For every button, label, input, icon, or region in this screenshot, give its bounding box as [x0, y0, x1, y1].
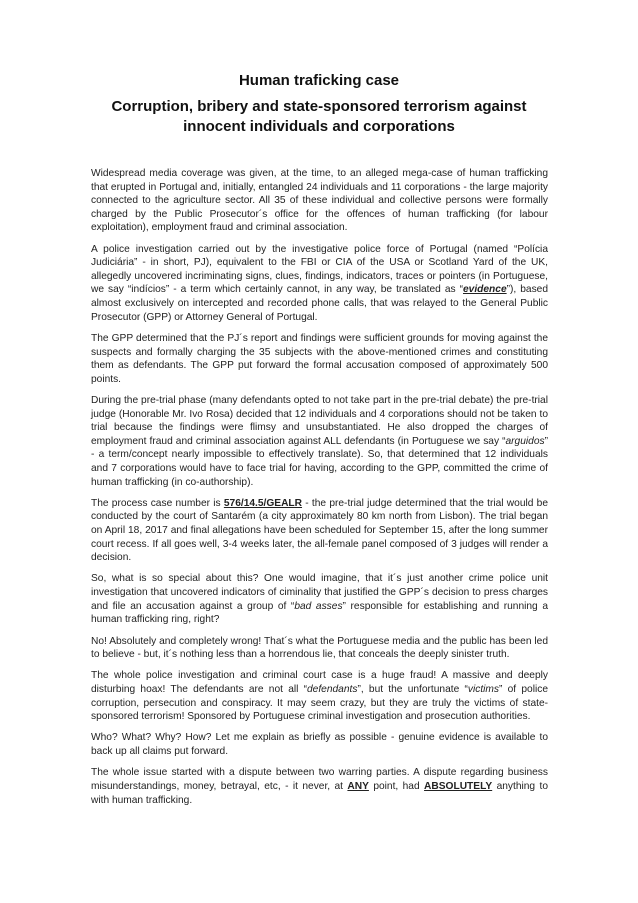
absolutely-emphasis: ABSOLUTELY [424, 780, 493, 792]
paragraph-2 [91, 243, 548, 325]
bad-asses-term: bad asses [294, 600, 343, 612]
paragraph-10 [91, 766, 548, 807]
document-title: Human traficking case [238, 72, 400, 89]
paragraph-8 [91, 669, 548, 723]
paragraph-6 [91, 572, 548, 626]
paragraph-5-text-a: The process case number is [91, 497, 224, 509]
evidence-term: evidence [463, 284, 507, 296]
paragraph-8-text-c: ” of police corruption, persecution and conspiracy. It may seem crazy, but they are truly the victims of state-sponsored terrorism! Sponsored by Portuguese criminal investigation and prosecution authorities. [91, 684, 548, 723]
paragraph-2-text-a: A police investigation carried out by the investigative police force of Portugal (named “Polícia Judiciária” - in short, PJ), equivalent to the FBI or CIA of the USA or Scotland Yard of the UK, allegedly uncovered incriminating signs, clues, findings, indicators, traces or pointers (in Portuguese, we say “indícios” - a term which certainly cannot, in any way, be translated as “ [91, 243, 548, 296]
paragraph-2-text-b: ”), based almost exclusively on intercepted and recorded phone calls, that was relayed to the General Public Prosecutor (GPP) or Attorney General of Portugal. [91, 284, 548, 323]
arguidos-term: arguidos [505, 435, 545, 447]
document-subtitle: Corruption, bribery and state-sponsored terrorism against innocent individuals and corporations [111, 98, 527, 135]
any-emphasis: ANY [347, 780, 369, 792]
paragraph-4-text-b: ” - a term/concept nearly impossible to effectively translate). So, that determined that 12 individuals and 7 corporations would have to face trial for having, according to the GPP, committed the crime of human trafficking (in co-authorship). [91, 435, 548, 488]
defendants-term: defendants [307, 684, 358, 695]
paragraph-4 [91, 394, 548, 489]
victims-term: victims [467, 684, 499, 695]
document-body [91, 167, 548, 815]
paragraph-6-text-a: So, what is so special about this? One would imagine, that it´s just another crime police unit investigation that uncovered indicators of ciminality that justified the GPP´s decision to press charges and file an accusation against a group of “ [91, 573, 548, 612]
paragraph-6-text-b: ” responsible for establishing and running a human trafficking ring, right? [91, 600, 548, 626]
paragraph-10-text-b: point, had [368, 780, 425, 792]
paragraph-10-text-c: anything to with human trafficking. [91, 780, 548, 806]
paragraph-3: The GPP determined that the PJ´s report and findings were sufficient grounds for moving against the suspects and formally charging the 35 subjects with the above-mentioned crimes and constituting them as defendants. The GPP put forward the formal accusation composed of approximately 500 points. [91, 332, 548, 385]
paragraph-5 [91, 497, 548, 565]
paragraph-1: Widespread media coverage was given, at the time, to an alleged mega-case of human trafficking that erupted in Portugal and, initially, entangled 24 individuals and 11 corporations - the large majority connected to the agriculture sector. All 35 of these individual and collective persons were formally charged by the Public Prosecutor´s office for the offences of human trafficking (for labour exploitation), employment fraud and criminal association. [91, 168, 548, 234]
paragraph-8-text-b: ”, but the unfortunate “ [357, 684, 468, 695]
paragraph-10-text-a: The whole issue started with a dispute between two warring parties. A dispute regarding business misunderstandings, money, betrayal, etc, - it never, at [91, 767, 548, 792]
paragraph-4-text-a: During the pre-trial phase (many defendants opted to not take part in the pre-trial debate) the pre-trial judge (Honorable Mr. Ivo Rosa) decided that 12 individuals and 4 corporations should not be taken to trial because the findings were flimsy and unsubstantiated. He also dropped the charges of employment fraud and criminal association against ALL defendants (in Portuguese we say “ [91, 394, 548, 447]
paragraph-7: No! Absolutely and completely wrong! That´s what the Portuguese media and the public has been led to believe - but, it´s nothing less than a horrendous lie, that conceals the deeply sinister truth. [91, 635, 548, 661]
case-number: 576/14.5/GEALR [223, 497, 303, 509]
paragraph-8-text-a: The whole police investigation and criminal court case is a huge fraud! A massive and deeply disturbing hoax! The defendants are not all “ [91, 670, 548, 695]
paragraph-9: Who? What? Why? How? Let me explain as briefly as possible - genuine evidence is available to back up all claims put forward. [91, 732, 548, 758]
paragraph-5-text-b: - the pre-trial judge determined that the trial would be conducted by the court of Santarém (a city approximately 80 km north from Lisbon). The trial began on April 18, 2017 and final allegations have been scheduled for September 15, after the long summer court recess. If all goes well, 3-4 weeks later, the all-female panel composed of 3 judges will render a decision. [91, 497, 548, 564]
